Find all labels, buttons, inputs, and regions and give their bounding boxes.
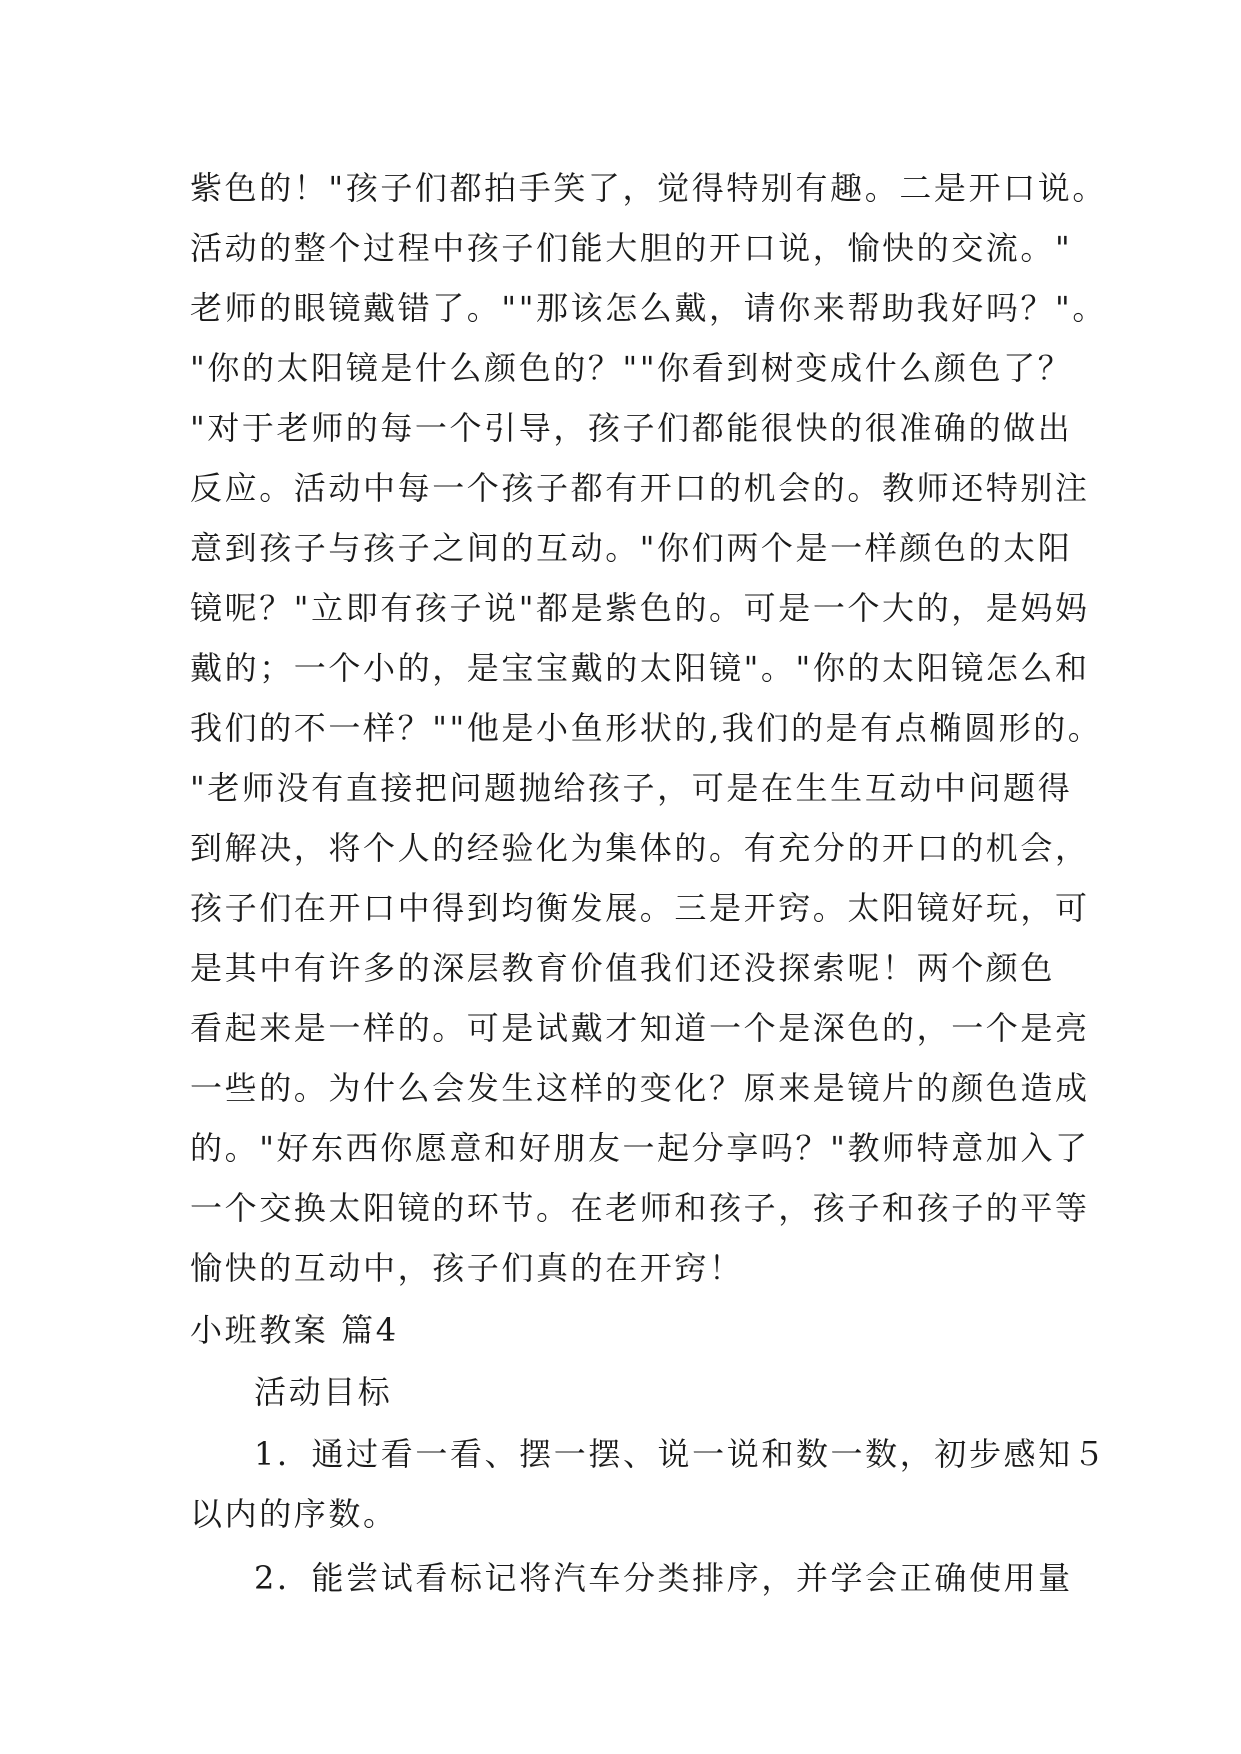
body-text-line: 愉快的互动中，孩子们真的在开窍！	[190, 1249, 744, 1287]
body-text-line: 反应。活动中每一个孩子都有开口的机会的。教师还特别注	[190, 469, 1090, 507]
subheading: 活动目标	[254, 1373, 393, 1411]
body-text-line: 意到孩子与孩子之间的互动。"你们两个是一样颜色的太阳	[190, 529, 1073, 567]
body-text-line: 孩子们在开口中得到均衡发展。三是开窍。太阳镜好玩，可	[190, 889, 1090, 927]
body-text-line: 是其中有许多的深层教育价值我们还没探索呢！两个颜色	[190, 949, 1056, 987]
body-text-line: "对于老师的每一个引导，孩子们都能很快的很准确的做出	[190, 409, 1073, 447]
goal-item-2-line-1: 2．能尝试看标记将汽车分类排序，并学会正确使用量	[254, 1559, 1073, 1597]
body-text-line: 的。"好东西你愿意和好朋友一起分享吗？"教师特意加入了	[190, 1129, 1090, 1167]
body-text-line: 一些的。为什么会发生这样的变化？原来是镜片的颜色造成	[190, 1069, 1090, 1107]
body-text-line: 老师的眼镜戴错了。""那该怎么戴，请你来帮助我好吗？"。	[190, 289, 1107, 327]
body-text-line: 到解决，将个人的经验化为集体的。有充分的开口的机会，	[190, 829, 1090, 867]
body-text-line: 活动的整个过程中孩子们能大胆的开口说，愉快的交流。"	[190, 229, 1073, 267]
section-heading: 小班教案 篇4	[190, 1311, 399, 1349]
body-text-line: 我们的不一样？""他是小鱼形状的,我们的是有点椭圆形的。	[190, 709, 1103, 747]
body-text-line: 戴的；一个小的，是宝宝戴的太阳镜"。"你的太阳镜怎么和	[190, 649, 1090, 687]
body-text-line: "老师没有直接把问题抛给孩子，可是在生生互动中问题得	[190, 769, 1073, 807]
body-text-line: 看起来是一样的。可是试戴才知道一个是深色的，一个是亮	[190, 1009, 1090, 1047]
goal-item-1-line-2: 以内的序数。	[190, 1495, 398, 1533]
goal-item-1-line-1: 1．通过看一看、摆一摆、说一说和数一数，初步感知５	[254, 1435, 1108, 1473]
body-text-line: 一个交换太阳镜的环节。在老师和孩子，孩子和孩子的平等	[190, 1189, 1090, 1227]
body-text-line: 镜呢？"立即有孩子说"都是紫色的。可是一个大的，是妈妈	[190, 589, 1090, 627]
body-text-line: 紫色的！"孩子们都拍手笑了，觉得特别有趣。二是开口说。	[190, 169, 1107, 207]
body-text-line: "你的太阳镜是什么颜色的？""你看到树变成什么颜色了？	[190, 349, 1073, 387]
